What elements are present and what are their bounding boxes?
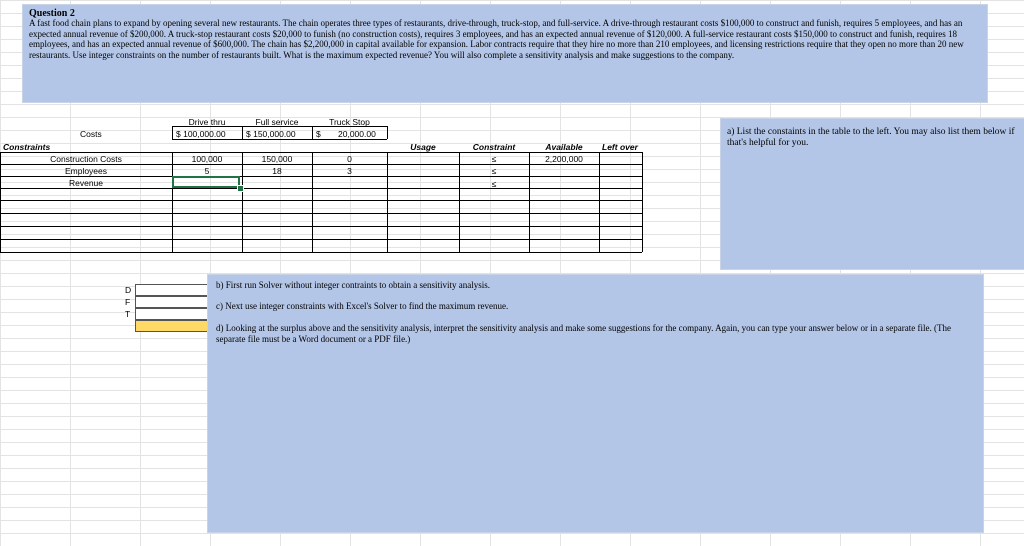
costs-border — [172, 126, 173, 139]
part-a-text: a) List the constaints in the table to the left. You may also list them below if that's helpful for you. — [727, 127, 1015, 148]
employees-full-service[interactable]: 18 — [272, 166, 282, 176]
construction-sign[interactable]: ≤ — [491, 154, 497, 164]
grid-line — [0, 200, 642, 201]
decision-label-f: F — [125, 297, 131, 307]
grid-line — [0, 239, 642, 240]
grid-line — [312, 152, 313, 252]
grid-line — [529, 152, 530, 252]
cost-truck-stop[interactable]: 20,000.00 — [338, 129, 376, 139]
constraint-header: Constraint — [472, 142, 516, 152]
employees-sign[interactable]: ≤ — [491, 166, 497, 176]
costs-border — [312, 126, 313, 139]
grid-line — [642, 152, 643, 252]
available-header: Available — [545, 142, 583, 152]
grid-line — [0, 226, 642, 227]
question-title: Question 2 — [29, 8, 75, 19]
revenue-sign[interactable]: ≤ — [491, 179, 497, 189]
grid-line — [387, 152, 388, 252]
costs-label: Costs — [80, 129, 102, 139]
construction-drive-thru[interactable]: 100,000 — [191, 154, 223, 164]
cost-full-service[interactable]: $ 150,000.00 — [246, 129, 296, 139]
row-label-construction: Construction Costs — [50, 154, 122, 164]
cost-truck-stop-currency[interactable]: $ — [316, 129, 321, 139]
employees-drive-thru[interactable]: 5 — [204, 166, 210, 176]
col-header-truck-stop[interactable]: Truck Stop — [329, 117, 370, 127]
costs-bottom-border — [172, 139, 387, 140]
grid-line — [172, 152, 173, 252]
grid-line — [0, 213, 642, 214]
construction-available[interactable]: 2,200,000 — [545, 154, 583, 164]
col-header-drive-thru[interactable]: Drive thru — [188, 117, 226, 127]
part-d-text: d) Looking at the surplus above and the sensitivity analysis, interpret the sensitivity analysis and make some suggestions for the company. Again, you can type your answer below or in a separate file. (The separate file must be a Word document or a PDF file.) — [216, 323, 951, 344]
part-a-panel — [720, 118, 1024, 270]
decision-label-t: T — [125, 309, 131, 319]
row-label-employees: Employees — [64, 166, 108, 176]
grid-line — [0, 152, 642, 153]
costs-border — [242, 126, 243, 139]
decision-label-d: D — [125, 285, 132, 295]
construction-full-service[interactable]: 150,000 — [261, 154, 293, 164]
part-c-text: c) Next use integer constraints with Excel's Solver to find the maximum revenue. — [216, 301, 509, 311]
usage-header: Usage — [410, 142, 436, 152]
grid-line — [459, 152, 460, 252]
cost-drive-thru[interactable]: $ 100,000.00 — [176, 129, 226, 139]
costs-top-border — [172, 126, 387, 127]
grid-line — [0, 252, 642, 253]
left-over-header: Left over — [602, 142, 638, 152]
grid-line — [242, 152, 243, 252]
parts-panel — [207, 274, 984, 533]
costs-border — [387, 126, 388, 139]
employees-truck-stop[interactable]: 3 — [347, 166, 352, 176]
construction-truck-stop[interactable]: 0 — [347, 154, 352, 164]
part-b-text: b) First run Solver without integer contraints to obtain a sensitivity analysis. — [216, 280, 490, 290]
question-panel — [22, 4, 988, 103]
row-label-revenue: Revenue — [68, 178, 104, 188]
grid-line — [0, 152, 1, 252]
col-header-full-service[interactable]: Full service — [255, 117, 299, 127]
question-text: A fast food chain plans to expand by opening several new restaurants. The chain operates three types of restaurants, drive-through, truck-stop, and full-service. A drive-through restaurant costs $100,000 to construct and funish, requires 5 employees, and has an expected annual revenue of $200,000. A truck-stop restaurant costs $20,000 to funish (no construction costs), requires 3 employees, and has an expected annual revenue of $120,000. A full-service restaurant costs $150,000 to construct and funish, requires 18 employees, and has an expected annual revenue of $600,000. The chain has $2,200,000 in capital available for expansion. Labor contracts require that they hire no more than 210 employees, and licensing restrictions require that they open no more than 20 new restaurants. Use integer constraints on the number of restaurants built. What is the maximum expected revenue? You will also complete a sensitivity analysis and make suggestions to the company. — [29, 18, 964, 61]
grid-line — [0, 164, 642, 165]
grid-line — [599, 152, 600, 252]
grid-line — [0, 176, 642, 177]
constraints-label: Constraints — [3, 142, 51, 152]
fill-handle[interactable] — [237, 185, 244, 192]
active-cell[interactable] — [172, 176, 240, 188]
grid-line — [0, 188, 642, 189]
